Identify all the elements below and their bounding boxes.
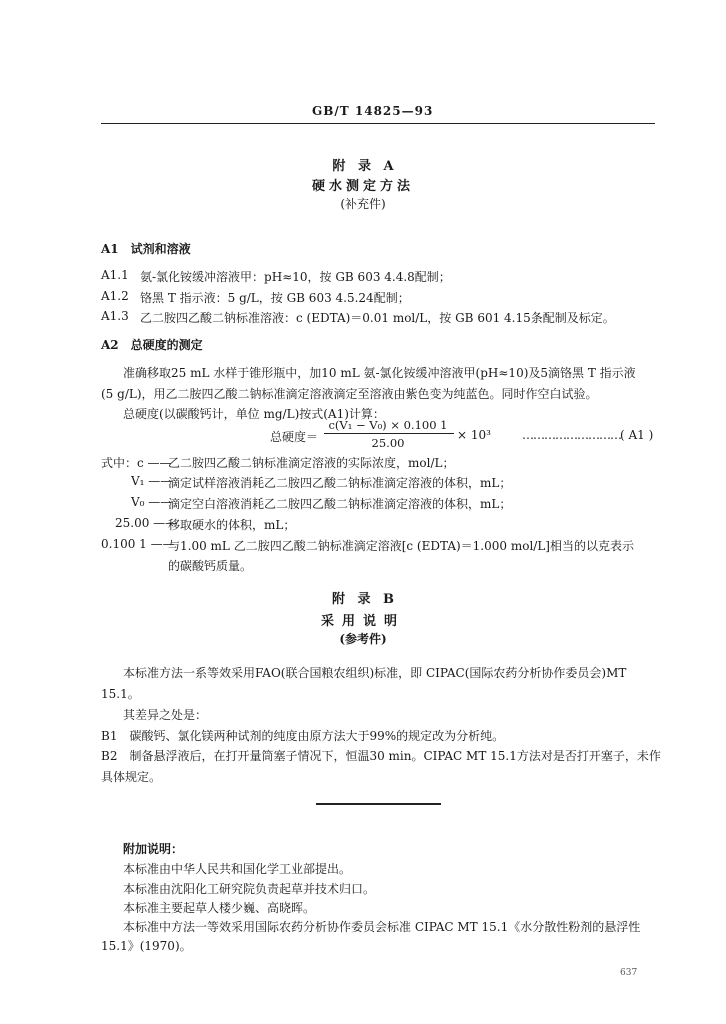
- section-a2-heading: A2 总硬度的测定: [101, 338, 203, 352]
- formula-dots: ………………………: [522, 428, 621, 442]
- formula-fraction-bar: [324, 433, 454, 434]
- where-c-symbol: 式中：c ——: [101, 456, 172, 470]
- appendix-b-p1-line2: 15.1。: [101, 687, 140, 701]
- additional-note-line: 本标准由中华人民共和国化学工业部提出。: [123, 862, 352, 876]
- appendix-b-p1-line1: 本标准方法一系等效采用FAO(联合国粮农组织)标准，即 CIPAC(国际农药分析协作委员会)MT: [123, 666, 627, 680]
- formula-factor: × 10³: [457, 428, 491, 442]
- where-volume-desc: 移取硬水的体积，mL；: [168, 518, 296, 532]
- formula-denominator: 25.00: [371, 436, 405, 450]
- appendix-a-title: 附 录 A: [332, 159, 394, 174]
- item-a1-2-no: A1.2: [101, 289, 129, 303]
- where-factor-desc: 与1.00 mL 乙二胺四乙酸二钠标准滴定溶液[c (EDTA)＝1.000 mol/L]相当的以克表示: [168, 539, 634, 553]
- where-factor-symbol: 0.100 1 ——: [101, 537, 175, 551]
- a2-paragraph-line1: 准确移取25 mL 水样于锥形瓶中，加10 mL 氨-氯化铵缓冲溶液甲(pH≈10)及5滴铬黑 T 指示液: [123, 366, 636, 380]
- a2-formula-intro: 总硬度(以碳酸钙计，单位 mg/L)按式(A1)计算：: [123, 407, 385, 421]
- appendix-b-note: (参考件): [339, 632, 387, 646]
- where-volume-symbol: 25.00 ——: [115, 516, 178, 530]
- appendix-b-item-b2-line1: B2 制备悬浮液后，在打开量筒塞子情况下，恒温30 min。CIPAC MT 15.1方法对是否打开塞子，未作: [101, 749, 661, 763]
- section-a1-heading: A1 试剂和溶液: [101, 242, 191, 256]
- where-v1-desc: 滴定试样溶液消耗乙二胺四乙酸二钠标准滴定溶液的体积，mL；: [168, 476, 512, 490]
- formula-numerator: c(V₁ − V₀) × 0.100 1: [328, 418, 448, 432]
- header-rule: [101, 123, 655, 124]
- appendix-b-item-b1: B1 碳酸钙、氯化镁两种试剂的纯度由原方法大于99%的规定改为分析纯。: [101, 729, 505, 743]
- appendix-b-p2: 其差异之处是：: [123, 708, 208, 722]
- where-factor-desc-cont: 的碳酸钙质量。: [168, 559, 253, 573]
- item-a1-3-text: 乙二胺四乙酸二钠标准溶液：c (EDTA)＝0.01 mol/L，按 GB 601 4.15条配制及标定。: [140, 311, 615, 325]
- where-v1-symbol: V₁ ——: [131, 474, 173, 488]
- item-a1-1-no: A1.1: [101, 268, 129, 282]
- additional-note-line: 本标准中方法一等效采用国际农药分析协作委员会标准 CIPAC MT 15.1《水分散性粉剂的悬浮性: [123, 920, 641, 934]
- section-divider: [316, 803, 441, 805]
- additional-note-last-line: 15.1》(1970)。: [101, 939, 192, 953]
- additional-notes-heading: 附加说明：: [123, 842, 184, 856]
- appendix-a-subtitle: 硬水测定方法: [311, 179, 414, 194]
- where-c-desc: 乙二胺四乙酸二钠标准滴定溶液的实际浓度，mol/L；: [168, 456, 455, 470]
- formula-lhs: 总硬度＝: [270, 430, 319, 444]
- where-v0-symbol: V₀ ——: [131, 495, 173, 509]
- where-v0-desc: 滴定空白溶液消耗乙二胺四乙酸二钠标准滴定溶液的体积，mL；: [168, 497, 512, 511]
- item-a1-1-text: 氨-氯化铵缓冲溶液甲：pH≈10，按 GB 603 4.4.8配制；: [140, 270, 451, 284]
- appendix-b-subtitle: 采用说明: [320, 614, 405, 629]
- page-number: 637: [620, 968, 638, 978]
- appendix-a-note: (补充件): [340, 197, 386, 211]
- additional-note-line: 本标准由沈阳化工研究院负责起草并技术归口。: [123, 882, 376, 896]
- standard-number: GB/T 14825—93: [312, 104, 434, 118]
- appendix-b-item-b2-line2: 具体规定。: [101, 770, 162, 784]
- item-a1-3-no: A1.3: [101, 309, 129, 323]
- a2-paragraph-line2: (5 g/L)，用乙二胺四乙酸二钠标准滴定溶液滴定至溶液由紫色变为纯蓝色。同时作空白试验。: [101, 387, 598, 401]
- formula-label: ( A1 ): [620, 428, 654, 442]
- item-a1-2-text: 铬黑 T 指示液：5 g/L，按 GB 603 4.5.24配制；: [140, 291, 410, 305]
- appendix-b-title: 附 录 B: [331, 592, 395, 607]
- additional-note-line: 本标准主要起草人楼少巍、高晓晖。: [123, 901, 316, 915]
